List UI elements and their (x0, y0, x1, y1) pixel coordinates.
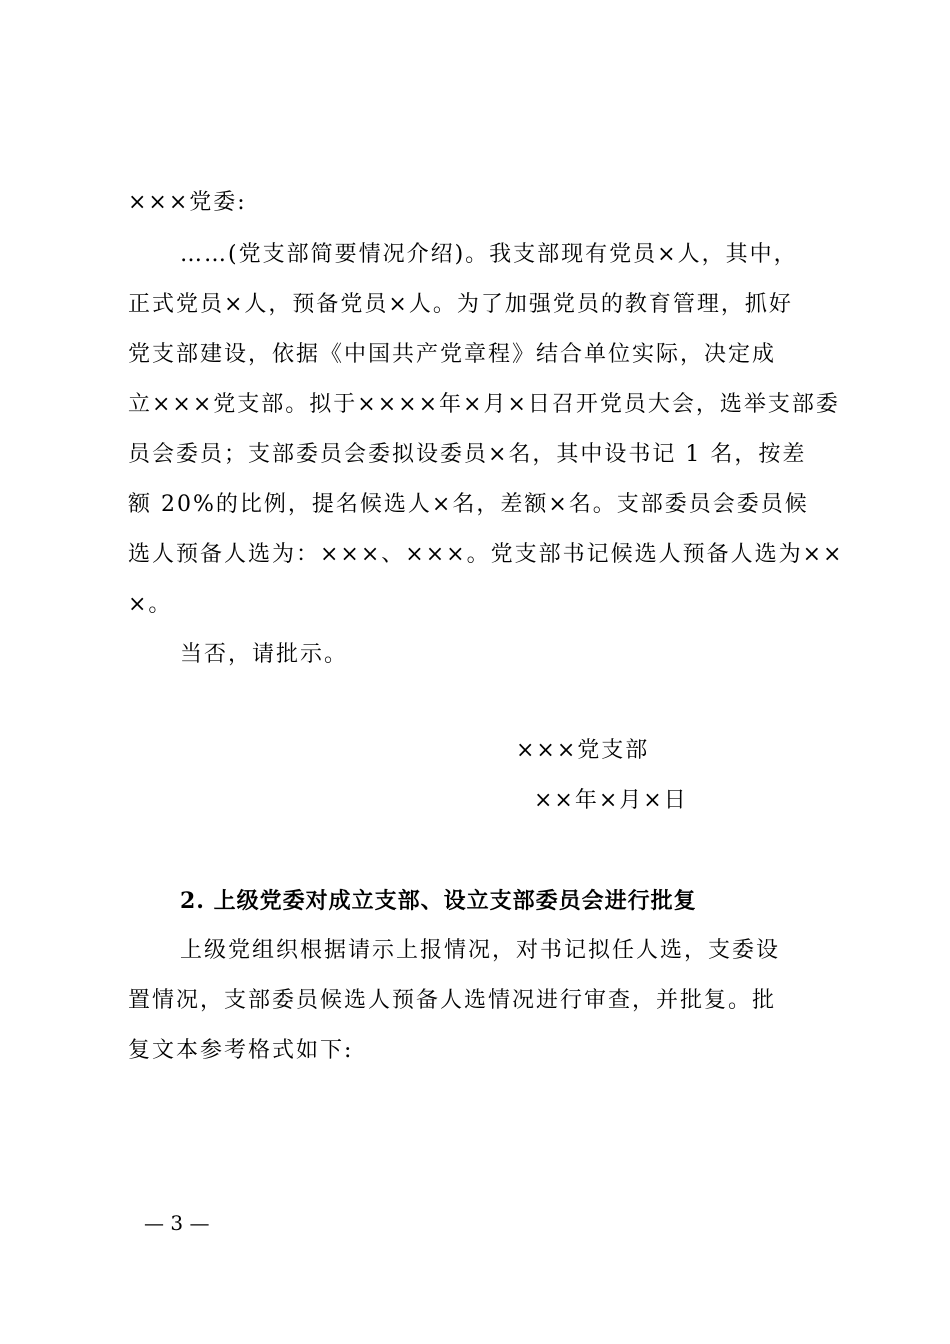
letter-body-line: 立×××党支部。拟于××××年×月×日召开党员大会，选举支部委 (128, 392, 840, 417)
letter-body-line: 员会委员；支部委员会委拟设委员×名，其中设书记 1 名，按差 (128, 442, 807, 467)
letter-body-line: 选人预备人选为：×××、×××。党支部书记候选人预备人选为×× (128, 542, 844, 567)
letter-closing: 当否，请批示。 (180, 642, 349, 667)
section-body-line: 复文本参考格式如下: (128, 1038, 354, 1063)
signature-organization: ×××党支部 (516, 738, 650, 763)
signature-date: ××年×月×日 (534, 788, 688, 813)
section-heading: 2. 上级党委对成立支部、设立支部委员会进行批复 (180, 888, 697, 914)
letter-body-line: 党支部建设，依据《中国共产党章程》结合单位实际，决定成 (128, 342, 777, 367)
page-number: — 3 — (144, 1211, 210, 1235)
letter-body-line: ……(党支部简要情况介绍)。我支部现有党员×人，其中， (180, 242, 798, 267)
letter-salutation: ×××党委: (128, 190, 247, 215)
section-body-line: 上级党组织根据请示上报情况，对书记拟任人选，支委设 (180, 938, 781, 963)
letter-body-line: ×。 (128, 592, 173, 617)
letter-body-line: 额 20%的比例，提名候选人×名，差额×名。支部委员会委员候 (128, 492, 809, 517)
letter-body-line: 正式党员×人，预备党员×人。为了加强党员的教育管理，抓好 (128, 292, 793, 317)
section-body-line: 置情况，支部委员候选人预备人选情况进行审查，并批复。批 (128, 988, 777, 1013)
